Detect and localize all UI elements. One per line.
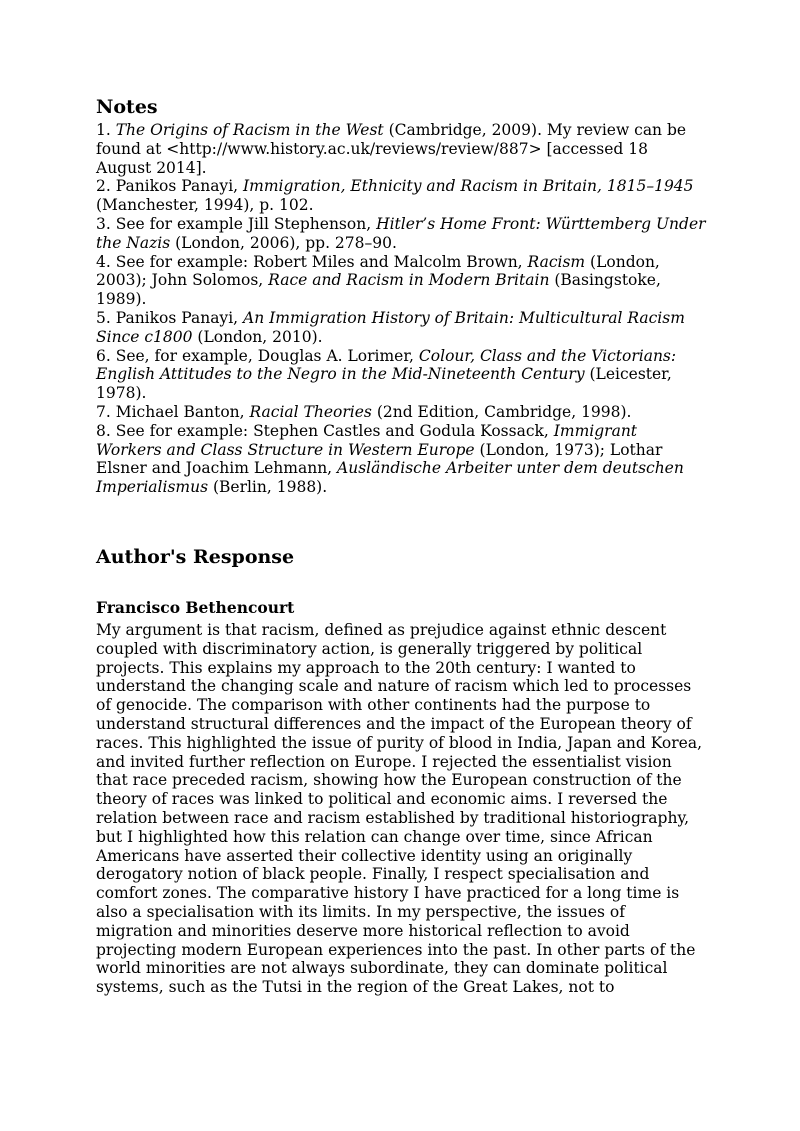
note-suffix: (London, 2010). — [192, 327, 323, 346]
note-item — [96, 253, 706, 309]
note-title: Hitler’s Home Front: Württemberg Under the Nazis — [96, 214, 706, 252]
note-suffix: (London, 2003); John Solomos, — [96, 252, 660, 290]
note-suffix: (Cambridge, 2009). My review can be found at <http://www.history.ac.uk/reviews/review/887> [accessed 18 August 2014]. — [96, 121, 687, 177]
note-item — [96, 215, 706, 253]
note-prefix: 3. See for example Jill Stephenson, — [96, 214, 377, 233]
author-name: Francisco Bethencourt — [96, 598, 295, 617]
note-prefix: 8. See for example: Stephen Castles and Godula Kossack, — [96, 421, 554, 440]
note-item — [96, 403, 706, 422]
note-title: An Immigration History of Britain: Multicultural Racism Since c1800 — [96, 308, 685, 346]
note-prefix: 5. Panikos Panayi, — [96, 308, 244, 327]
note-title: Racism — [527, 252, 586, 271]
note-item — [96, 347, 706, 403]
note-prefix: 2. Panikos Panayi, — [96, 177, 244, 196]
notes-heading: Notes — [96, 96, 158, 118]
note-prefix: 7. Michael Banton, — [96, 402, 250, 421]
note-prefix: 6. See, for example, Douglas A. Lorimer, — [96, 346, 419, 365]
note-title-2: Ausländische Arbeiter unter dem deutschen Imperialismus — [96, 459, 684, 497]
note-prefix: 1. — [96, 121, 116, 139]
response-heading: Author's Response — [96, 546, 295, 568]
note-item — [96, 121, 706, 177]
response-body: My argument is that racism, defined as prejudice against ethnic descent coupled with discriminatory action, is generally triggered by political projects. This explains my approach to the 20th century: I wanted to understand the changing scale and nature of racism which led to processes of genocide. The comparison with other continents had the purpose to understand structural differences and the impact of the European theory of races. This highlighted the issue of purity of blood in India, Japan and Korea, and invited further reflection on Europe. I rejected the essentialist vision that race preceded racism, showing how the European construction of the theory of races was linked to political and economic aims. I reversed the relation between race and racism established by traditional historiography, but I highlighted how this relation can change over time, since African Americans have asserted their collective identity using an originally derogatory notion of black people. Finally, I respect specialisation and comfort zones. The comparative history I have practiced for a long time is also a specialisation with its limits. In my perspective, the issues of migration and minorities deserve more historical reflection to avoid projecting modern European experiences into the past. In other parts of the world minorities are not always subordinate, they can dominate political systems, such as the Tutsi in the region of the Great Lakes, not to — [96, 621, 703, 997]
note-item — [96, 309, 706, 347]
note-suffix: (Leicester, 1978). — [96, 365, 672, 403]
note-suffix-2: (Basingstoke, 1989). — [96, 271, 661, 309]
note-title: Immigrant Workers and Class Structure in Western Europe — [96, 421, 638, 459]
note-suffix: (London, 1973); Lothar Elsner and Joachim Lehmann, — [96, 440, 663, 478]
note-suffix: (Manchester, 1994), p. 102. — [96, 196, 314, 215]
note-title: Immigration, Ethnicity and Racism in Britain, 1815–1945 — [243, 177, 694, 196]
note-title: Colour, Class and the Victorians: English Attitudes to the Negro in the Mid-Nineteenth Century — [96, 346, 677, 384]
note-suffix-2: (Berlin, 1988). — [208, 478, 328, 497]
note-item — [96, 177, 706, 215]
note-item — [96, 422, 706, 497]
note-title-2: Race and Racism in Modern Britain — [268, 271, 550, 290]
note-suffix: (London, 2006), pp. 278–90. — [170, 233, 397, 252]
notes-list — [96, 121, 706, 497]
note-prefix: 4. See for example: Robert Miles and Malcolm Brown, — [96, 252, 528, 271]
note-title: The Origins of Racism in the West — [115, 121, 384, 139]
note-suffix: (2nd Edition, Cambridge, 1998). — [371, 402, 632, 421]
note-title: Racial Theories — [249, 402, 372, 421]
